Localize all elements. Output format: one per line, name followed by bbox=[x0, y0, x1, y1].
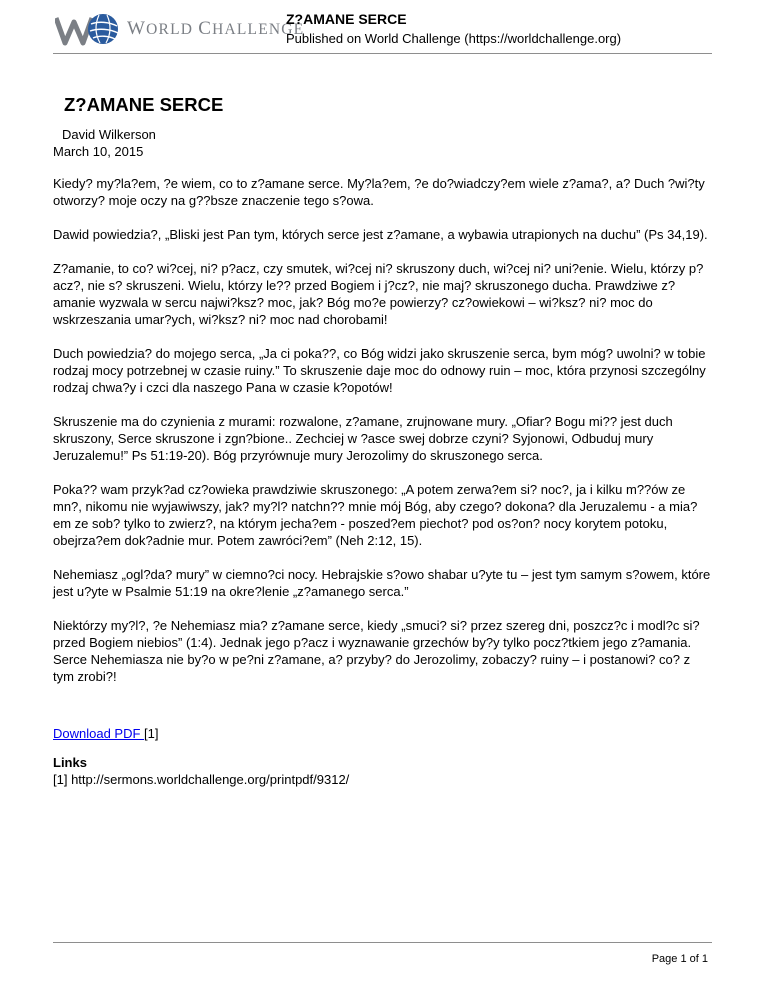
article-paragraph: Dawid powiedzia?, „Bliski jest Pan tym, których serce jest z?amane, a wybawia utrapionych na duchu” (Ps 34,19). bbox=[53, 227, 708, 242]
page-number: Page 1 of 1 bbox=[651, 953, 708, 965]
article-paragraph: Z?amanie, to co? wi?cej, ni? p?acz, czy smutek, wi?cej ni? skruszony duch, wi?cej ni? uni?enie. Wielu, którzy p?acz?, nie s? skruszeni. Wielu, którzy le?? przed Bogiem i j?cz?, nie maj? skruszonego ducha. Prawdziwe z?amanie wyzwala w sercu najwi?ksz? moc, jak? Bóg mo?e powierzy? cz?owiekowi – wi?ksz? ni? moc do wskrzeszania umar?ych, wi?ksz? ni? moc nad chorobami! bbox=[53, 261, 704, 327]
links-item: [1] http://sermons.worldchallenge.org/printpdf/9312/ bbox=[53, 772, 350, 787]
header-title: Z?AMANE SERCE bbox=[286, 11, 407, 27]
header-divider bbox=[53, 53, 712, 54]
article-date: March 10, 2015 bbox=[53, 144, 144, 159]
article-paragraph: Poka?? wam przyk?ad cz?owieka prawdziwie skruszonego: „A potem zerwa?em si? noc?, ja i kilku m??ów ze mn?, nikomu nie wyjawiwszy, jak? my?l? natchn?? mnie mój Bóg, aby czego? dokona? dla Jeruzalemu - a mia?em ze sob? tylko to zwierz?, na którym jecha?em - poszed?em piechot? pod os?on? nocy korytem potoku, obejrza?em dok?adnie mur. Potem zawróci?em” (Neh 2:12, 15). bbox=[53, 482, 698, 548]
article-paragraph: Duch powiedzia? do mojego serca, „Ja ci poka??, co Bóg widzi jako skruszenie serca, bym móg? uwolni? w tobie rodzaj mocy potrzebnej w czasie ruiny.” To skruszenie daje moc do odnowy ruin – moc, która przynosi szczególny rodzaj chwa?y i czci dla naszego Pana w czasie k?opotów! bbox=[53, 346, 706, 395]
logo-mark-icon bbox=[55, 12, 123, 46]
header-published: Published on World Challenge (https://worldchallenge.org) bbox=[286, 31, 622, 46]
download-row bbox=[53, 725, 713, 742]
footer-divider bbox=[53, 942, 712, 943]
download-pdf-link[interactable]: Download PDF bbox=[53, 726, 145, 741]
article-title: Z?AMANE SERCE bbox=[64, 94, 224, 115]
page-header bbox=[0, 0, 768, 56]
article bbox=[53, 93, 713, 788]
article-paragraph: Skruszenie ma do czynienia z murami: rozwalone, z?amane, zrujnowane mury. „Ofiar? Bogu mi?? jest duch skruszony, Serce skruszone i zgn?bione.. Zechciej w ?asce swej dobrze czyni? Syjonowi, Odbuduj mury Jeruzalemu!” Ps 51:19-20). Bóg przyrównuje mury Jerozolimy do skruszonego serca. bbox=[53, 414, 673, 463]
article-paragraph: Kiedy? my?la?em, ?e wiem, co to z?amane serce. My?la?em, ?e do?wiadczy?em wiele z?ama?, a? Duch ?wi?ty otworzy? moje oczy na g??bsze znaczenie tego s?owa. bbox=[53, 176, 705, 208]
header-info bbox=[286, 10, 621, 48]
links-heading: Links bbox=[53, 755, 87, 770]
download-ref: [1] bbox=[144, 726, 159, 741]
world-challenge-logo bbox=[55, 12, 304, 46]
article-paragraph: Niektórzy my?l?, ?e Nehemiasz mia? z?amane serce, kiedy „smuci? si? przez szereg dni, poszcz?c i modl?c si? przed Bogiem niebios” (1:4). Jednak jego p?acz i wyznawanie grzechów by?y tylko pocz?tkiem jego z?amania. Serce Nehemiasza nie by?o w pe?ni z?amane, a? przyby? do Jerozolimy, zobaczy? ruiny – i postanowi? co? z tym zrobi?! bbox=[53, 618, 700, 684]
logo-wordmark: WORLD CHALLENGE bbox=[127, 18, 305, 39]
article-author: David Wilkerson bbox=[62, 127, 156, 142]
article-paragraph: Nehemiasz „ogl?da? mury” w ciemno?ci nocy. Hebrajskie s?owo shabar u?yte tu – jest tym samym s?owem, które jest u?yte w Psalmie 51:19 na okre?lenie „z?amanego serca.” bbox=[53, 567, 711, 599]
